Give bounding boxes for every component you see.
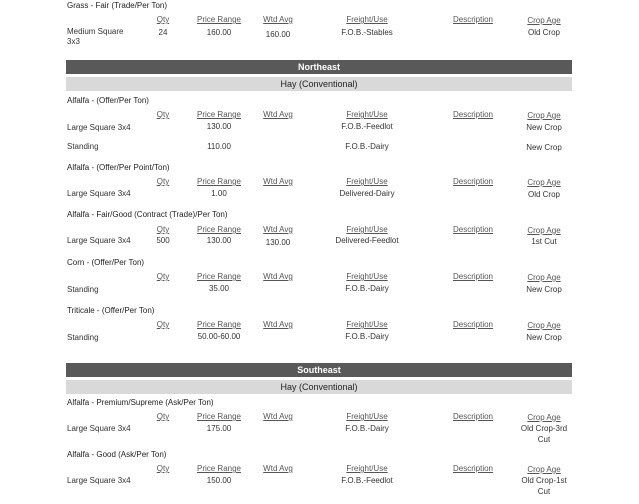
col-header-price: Price Range [196,412,242,421]
group-title: Alfalfa - (Offer/Per Ton) [67,96,149,105]
col-header-qty: Qty [156,177,170,186]
row-qty: 24 [158,28,168,37]
row-freight: Delivered-Dairy [339,189,395,198]
col-header-price: Price Range [196,225,242,234]
row-crop-age: Old Crop-1st Cut [521,476,567,496]
row-price: 110.00 [207,142,231,151]
row-product: Standing [67,285,99,294]
row-price: 50.00-60.00 [197,332,241,341]
col-header-crop-age: Crop Age [527,413,561,422]
col-header-freight: Freight/Use [346,177,388,186]
col-header-freight: Freight/Use [346,412,388,421]
row-freight: F.O.B.-Dairy [345,424,389,433]
row-freight: F.O.B.-Dairy [345,284,389,293]
col-header-description: Description [452,225,493,234]
col-header-wtd-avg: Wtd Avg [263,412,293,421]
row-freight: F.O.B.-Dairy [345,332,389,341]
row-crop-age: Old Crop [527,28,560,37]
col-header-freight: Freight/Use [346,225,388,234]
row-crop-age: 1st Cut [531,237,557,246]
col-header-wtd-avg: Wtd Avg [263,272,293,281]
row-product: Large Square 3x4 [67,123,131,132]
col-header-price: Price Range [196,110,242,119]
region-header-northeast: Northeast [66,60,572,74]
row-crop-age: Old Crop [527,190,560,199]
col-header-freight: Freight/Use [346,272,388,281]
row-qty: 500 [156,236,170,245]
category-header: Hay (Conventional) [66,76,572,91]
row-freight: F.O.B.-Feedlot [341,476,393,485]
category-header: Hay (Conventional) [66,379,572,394]
col-header-crop-age: Crop Age [527,178,561,187]
col-header-wtd-avg: Wtd Avg [263,464,293,473]
row-freight: F.O.B.-Stables [341,28,393,37]
col-header-freight: Freight/Use [346,464,388,473]
row-wtd-avg: 130.00 [265,238,291,247]
row-crop-age: New Crop [526,143,562,152]
col-header-description: Description [452,177,493,186]
col-header-price: Price Range [196,177,242,186]
row-price: 1.00 [211,189,227,198]
col-header-description: Description [452,272,493,281]
col-header-wtd-avg: Wtd Avg [263,15,293,24]
group-title: Grass - Fair (Trade/Per Ton) [67,1,168,10]
col-header-description: Description [452,110,493,119]
row-freight: F.O.B.-Dairy [345,142,389,151]
col-header-qty: Qty [156,225,170,234]
col-header-wtd-avg: Wtd Avg [263,110,293,119]
col-header-qty: Qty [156,110,170,119]
row-price: 150.00 [206,476,232,485]
col-header-crop-age: Crop Age [527,465,561,474]
group-title: Triticale - (Offer/Per Ton) [67,306,155,315]
row-product: Large Square 3x4 [67,424,131,433]
col-header-description: Description [452,464,493,473]
row-product: Large Square 3x4 [67,189,131,198]
row-product: Large Square 3x4 [67,236,131,245]
row-product: Standing [67,333,99,342]
group-title: Alfalfa - Good (Ask/Per Ton) [67,450,167,459]
col-header-wtd-avg: Wtd Avg [263,225,293,234]
region-header-southeast: Southeast [66,363,572,377]
row-price: 175.00 [206,424,232,433]
row-crop-age: Old Crop-3rd Cut [520,424,568,444]
col-header-qty: Qty [156,320,170,329]
col-header-price: Price Range [196,272,242,281]
col-header-qty: Qty [156,15,170,24]
col-header-freight: Freight/Use [346,110,388,119]
col-header-wtd-avg: Wtd Avg [263,177,293,186]
col-header-freight: Freight/Use [346,320,388,329]
group-title: Alfalfa - (Offer/Per Point/Ton) [67,163,170,172]
col-header-price: Price Range [196,15,242,24]
col-header-crop-age: Crop Age [527,111,561,120]
row-crop-age: New Crop [526,333,562,342]
col-header-crop-age: Crop Age [527,321,561,330]
col-header-description: Description [452,412,493,421]
row-price: 35.00 [208,284,230,293]
col-header-crop-age: Crop Age [527,273,561,282]
col-header-description: Description [452,320,493,329]
col-header-description: Description [452,15,493,24]
row-crop-age: New Crop [526,285,562,294]
group-title: Corn - (Offer/Per Ton) [67,258,145,267]
col-header-qty: Qty [156,272,170,281]
col-header-freight: Freight/Use [346,15,388,24]
col-header-crop-age: Crop Age [527,226,561,235]
row-freight: Delivered-Feedlot [335,236,399,245]
col-header-wtd-avg: Wtd Avg [263,320,293,329]
col-header-qty: Qty [156,464,170,473]
col-header-price: Price Range [196,464,242,473]
col-header-crop-age: Crop Age [527,16,561,25]
row-product: Large Square 3x4 [67,476,131,485]
col-header-price: Price Range [196,320,242,329]
group-title: Alfalfa - Premium/Supreme (Ask/Per Ton) [67,398,214,407]
row-crop-age: New Crop [526,123,562,132]
row-product: Standing [67,142,99,151]
row-price: 130.00 [206,122,232,131]
group-title: Alfalfa - Fair/Good (Contract (Trade)/Per Ton) [67,210,228,219]
col-header-qty: Qty [156,412,170,421]
row-price: 160.00 [206,28,232,37]
row-wtd-avg: 160.00 [265,30,291,39]
row-price: 130.00 [206,236,232,245]
row-freight: F.O.B.-Feedlot [341,122,393,131]
row-product: Medium Square 3x3 [67,27,124,46]
